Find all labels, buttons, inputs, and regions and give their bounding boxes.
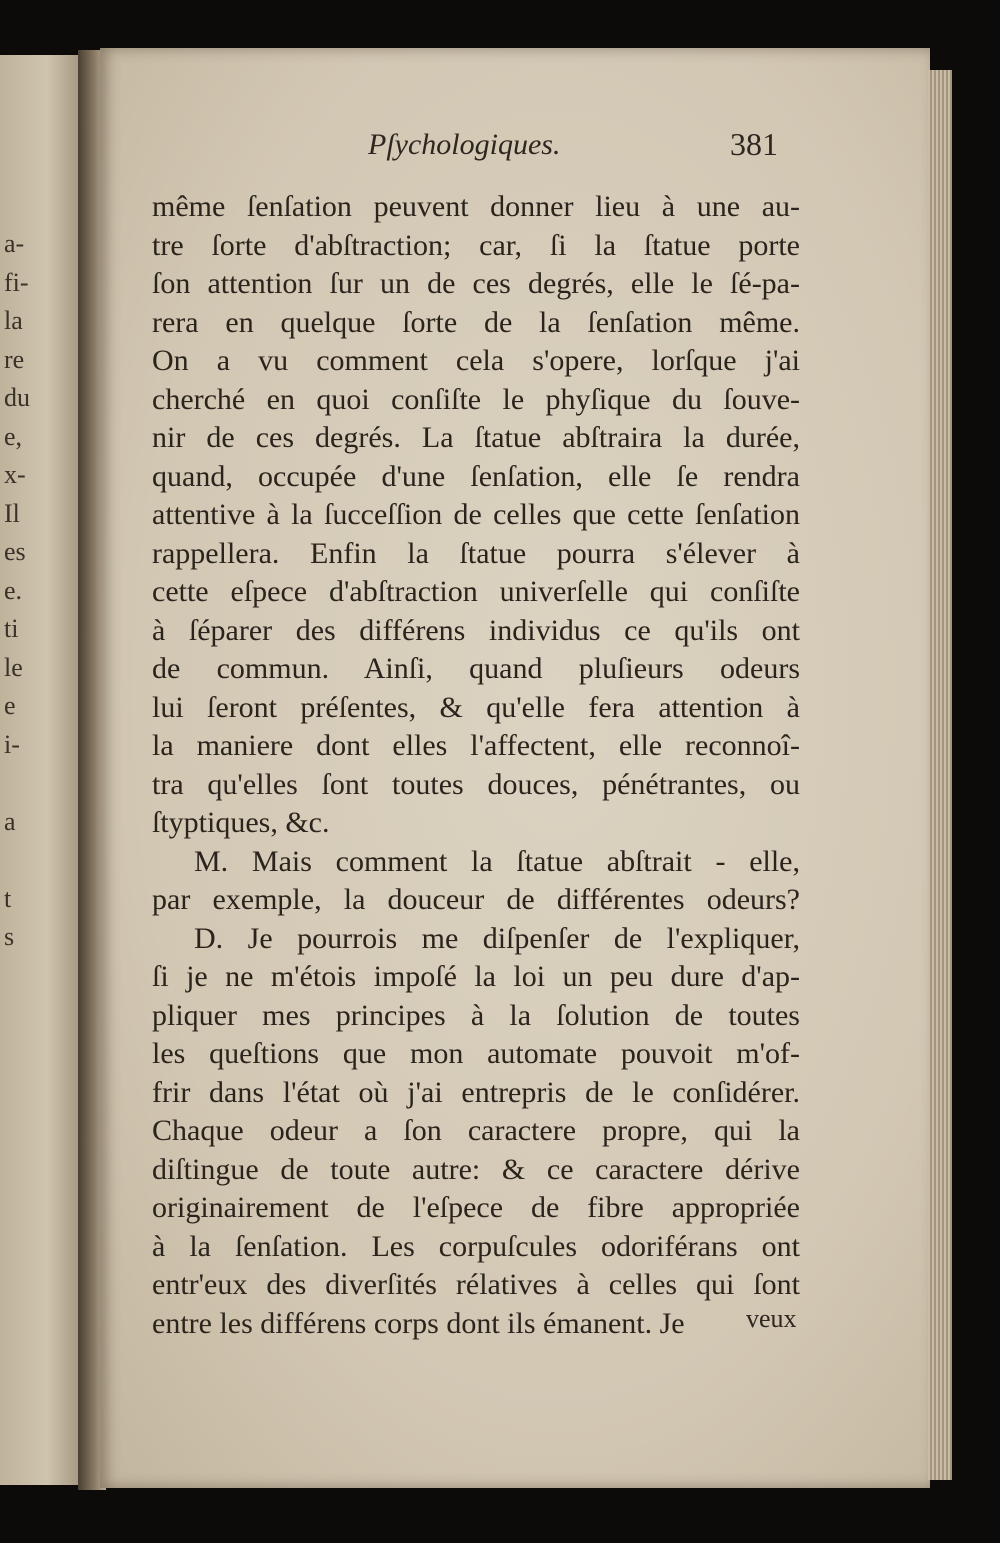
text-line: pliquer mes principes à la ſolution de toutes <box>152 998 800 1032</box>
left-page-fragment: ti <box>4 614 19 643</box>
text-line: quand, occupée d'une ſenſation, elle ſe rendra <box>152 459 800 493</box>
text-line: attentive à la ſucceſſion de celles que cette ſenſation <box>152 498 800 531</box>
text-line: ſtyptiques, &c. <box>152 806 330 839</box>
left-page-fragment: e, <box>4 421 23 451</box>
text-line: de commun. Ainſi, quand pluſieurs odeurs <box>152 652 800 685</box>
text-line: ſon attention ſur un de ces degrés, elle le ſé-pa- <box>152 267 800 300</box>
text-line: même ſenſation peuvent donner lieu à une au- <box>152 190 800 223</box>
left-page-fragment: la <box>4 306 23 335</box>
catchword: veux <box>746 1304 797 1333</box>
text-line: tra qu'elles ſont toutes douces, pénétrantes, ou <box>152 767 800 801</box>
left-page-fragment: Il <box>4 498 20 528</box>
left-page <box>0 55 78 1485</box>
text-line: originairement de l'eſpece de fibre appropriée <box>152 1191 800 1224</box>
body-text <box>152 188 800 1343</box>
text-line: diſtingue de toute autre: & ce caractere dérive <box>152 1152 800 1186</box>
text-line: cette eſpece d'abſtraction univerſelle qui conſiſte <box>152 575 800 608</box>
text-line: On a vu comment cela s'opere, lorſque j'ai <box>152 344 800 377</box>
page-number: 381 <box>730 126 778 162</box>
left-page-fragment: fi- <box>4 267 29 297</box>
left-page-fragment: es <box>4 537 26 566</box>
left-page-fragment: e <box>4 691 16 720</box>
left-page-fragment <box>0 764 60 803</box>
text-line: à la ſenſation. Les corpuſcules odoriférans ont <box>152 1229 800 1263</box>
text-line: frir dans l'état où j'ai entrepris de le conſidérer. <box>152 1075 800 1109</box>
left-page-fragment: a <box>4 806 16 836</box>
left-page-fragment: x- <box>4 460 26 489</box>
text-line: ſi je ne m'étois impoſé la loi un peu dure d'ap- <box>152 960 800 993</box>
page-edges <box>928 70 952 1480</box>
text-line: entr'eux des diverſités rélatives à celles qui ſont <box>152 1268 800 1301</box>
text-line: la maniere dont elles l'affectent, elle reconnoî- <box>152 729 800 762</box>
text-line: cherché en quoi conſiſte le phyſique du ſouve- <box>152 382 800 416</box>
running-head: Pſychologiques. <box>368 128 561 161</box>
left-page-fragment: re <box>4 344 25 374</box>
left-page-fragment: s <box>4 922 15 951</box>
text-line: Chaque odeur a ſon caractere propre, qui la <box>152 1114 800 1147</box>
text-line: M. Mais comment la ſtatue abſtrait - elle, <box>194 844 800 878</box>
text-line: entre les différens corps dont ils émanent. Je <box>152 1306 685 1340</box>
text-line: lui ſeront préſentes, & qu'elle fera attention à <box>152 690 800 724</box>
left-page-fragment: e. <box>4 575 23 605</box>
text-line: D. Je pourrois me diſpenſer de l'expliquer, <box>194 921 800 955</box>
left-page-fragment: t <box>4 883 12 913</box>
text-line: rera en quelque ſorte de la ſenſation même. <box>152 305 800 339</box>
text-line: tre ſorte d'abſtraction; car, ſi la ſtatue porte <box>152 228 800 262</box>
left-page-fragment: le <box>4 652 23 682</box>
left-page-edge-text <box>0 225 60 957</box>
text-line: à ſéparer des différens individus ce qu'ils ont <box>152 613 800 647</box>
left-page-fragment: du <box>4 383 30 412</box>
text-line: rappellera. Enfin la ſtatue pourra s'élever à <box>152 536 800 570</box>
text-line: par exemple, la douceur de différentes odeurs? <box>152 883 800 916</box>
left-page-fragment <box>0 841 60 880</box>
text-line: nir de ces degrés. La ſtatue abſtraira la durée, <box>152 421 800 454</box>
left-page-fragment: i- <box>4 729 20 759</box>
text-line: les queſtions que mon automate pouvoit m'of- <box>152 1037 800 1070</box>
left-page-fragment: a- <box>4 229 25 258</box>
